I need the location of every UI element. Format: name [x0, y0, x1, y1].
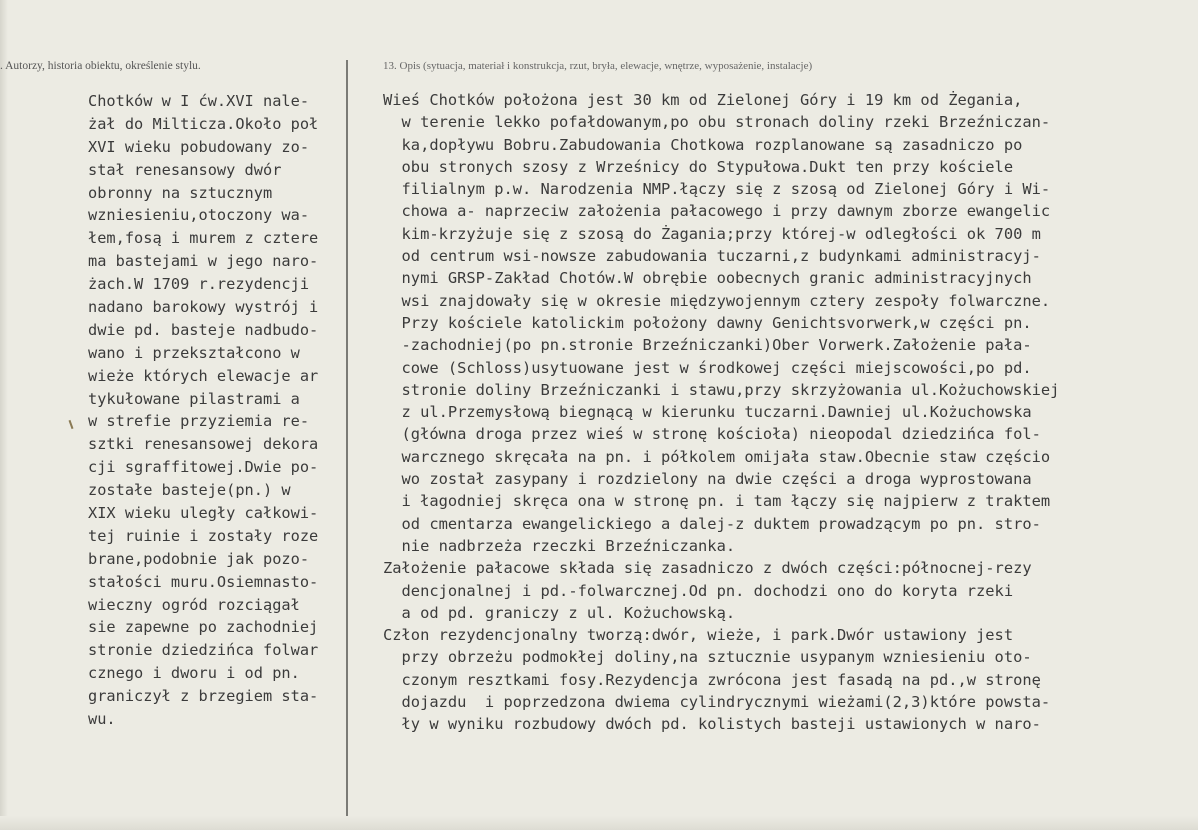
history-text-line: Chotków w I ćw.XVI nale- — [88, 92, 310, 110]
column-divider — [346, 60, 348, 830]
description-text-line: obu stronych szosy z Wrześnicy do Stypułowa.Dukt ten przy kościele — [383, 157, 1014, 176]
history-text-line: XIX wieku uległy całkowi- — [88, 504, 319, 523]
description-text-line: (główna droga przez wieś w stronę kościoła) nieopodal dziedzińca fol- — [383, 425, 1041, 444]
description-text-line: w terenie lekko pofałdowanym,po obu stronach doliny rzeki Brzeźniczan- — [383, 113, 1051, 132]
description-text-line: Człon rezydencjonalny tworzą:dwór, wieże, i park.Dwór ustawiony jest — [383, 626, 1014, 645]
history-text-line: tykułowane pilastrami a — [88, 389, 300, 408]
history-text-line: żach.W 1709 r.rezydencji — [88, 275, 310, 294]
page-bottom-edge — [0, 816, 1198, 830]
description-text-line: Wieś Chotków położona jest 30 km od Zielonej Góry i 19 km od Żegania, — [383, 91, 1023, 109]
history-text-line: ma bastejami w jego naro- — [88, 252, 319, 271]
history-text-line: XVI wieku pobudowany zo- — [88, 137, 310, 156]
description-text-line: dojazdu i poprzedzona dwiema cylindrycznymi wieżami(2,3)które powsta- — [383, 693, 1051, 712]
history-text-line: wieże których elewacje ar — [88, 366, 319, 385]
history-text-line: brane,podobnie jak pozo- — [88, 549, 310, 568]
history-text-line: w strefie przyziemia re- — [88, 412, 310, 431]
margin-mark — [69, 420, 74, 429]
description-text-line: nie nadbrzeża rzeczki Brzeźniczanka. — [383, 536, 736, 555]
description-text-line: filialnym p.w. Narodzenia NMP.łączy się z szosą od Zielonej Góry i Wi- — [383, 180, 1051, 199]
description-text-line: z ul.Przemysłową biegnącą w kierunku tuczarni.Dawniej ul.Kożuchowska — [383, 403, 1032, 422]
description-text-line: ka,dopływu Bobru.Zabudowania Chotkowa rozplanowane są zasadniczo po — [383, 135, 1023, 154]
description-text-line: -zachodniej(po pn.stronie Brzeźniczanki)Ober Vorwerk.Założenie pała- — [383, 336, 1032, 355]
page-edge-shadow — [0, 0, 8, 830]
description-column — [383, 89, 1193, 736]
description-text-line: wsi znajdowały się w okresie międzywojennym cztery zespoły folwarczne. — [383, 291, 1051, 310]
history-text-line: sie zapewne po zachodniej — [88, 618, 319, 637]
history-text-line: wano i przekształcono w — [88, 343, 300, 362]
description-text-line: od cmentarza ewangelickiego a dalej-z duktem prowadzącym po pn. stro- — [383, 514, 1041, 533]
description-text-line: od centrum wsi-nowsze zabudowania tuczarni,z budynkami administracyj- — [383, 247, 1041, 266]
history-text-line: sztki renesansowej dekora — [88, 435, 319, 454]
history-text-line: dwie pd. basteje nadbudo- — [88, 320, 319, 339]
description-text-line: cowe (Schloss)usytuowane jest w środkowej części miejscowości,po pd. — [383, 358, 1032, 377]
history-text-line: cznego i dworu i od pn. — [88, 664, 300, 683]
description-text-line: ły w wyniku rozbudowy dwóch pd. kolistych basteji ustawionych w naro- — [383, 715, 1041, 734]
history-text-line: żał do Milticza.Około poł — [88, 114, 319, 133]
description-text-line: kim-krzyżuje się z szosą do Żagania;przy której-w odległości ok 700 m — [383, 224, 1041, 243]
description-text-line: warcznego skręcała na pn. i półkolem omijała staw.Obecnie staw częścio — [383, 447, 1051, 466]
description-text-line: przy obrzeżu podmokłej doliny,na sztucznie usypanym wzniesieniu oto- — [383, 648, 1032, 667]
history-text-line: stał renesansowy dwór — [88, 160, 282, 179]
description-text-line: Założenie pałacowe składa się zasadniczo z dwóch części:północnej-rezy — [383, 559, 1032, 578]
description-text-line: nymi GRSP-Zakład Chotów.W obrębie oobecnych granic administracyjnych — [383, 269, 1032, 288]
history-text-line: wzniesieniu,otoczony wa- — [88, 206, 310, 225]
description-text-line: dencjonalnej i pd.-folwarcznej.Od pn. dochodzi ono do koryta rzeki — [383, 581, 1014, 600]
description-text-line: czonym resztkami fosy.Rezydencja zwrócona jest fasadą na pd.,w stronę — [383, 670, 1041, 689]
description-text-line: a od pd. graniczy z ul. Kożuchowską. — [383, 603, 736, 622]
history-text-line: tej ruinie i zostały roze — [88, 526, 319, 545]
history-text-line: zostałe basteje(pn.) w — [88, 481, 291, 500]
description-text-line: stronie doliny Brzeźniczanki i stawu,przy skrzyżowania ul.Kożuchowskiej — [383, 380, 1060, 399]
history-text-line: stronie dziedzińca folwar — [88, 641, 319, 660]
description-text-line: i łagodniej skręca ona w stronę pn. i tam łączy się najpierw z traktem — [383, 492, 1051, 511]
history-text-line: stałości muru.Osiemnasto- — [88, 572, 319, 591]
history-text-line: łem,fosą i murem z cztere — [88, 229, 319, 248]
description-text-line: chowa a- naprzeciw założenia pałacowego i przy dawnym zborze ewangelic — [383, 202, 1051, 221]
history-text-line: obronny na sztucznym — [88, 183, 273, 202]
description-text-line: Przy kościele katolickim położony dawny Genichtsvorwerk,w części pn. — [383, 313, 1032, 332]
left-column-heading: . Autorzy, historia obiektu, określenie stylu. — [0, 60, 201, 72]
history-text-line: cji sgraffitowej.Dwie po- — [88, 458, 319, 477]
history-text-line: graniczył z brzegiem sta- — [88, 687, 319, 706]
right-column-heading: 13. Opis (sytuacja, materiał i konstrukcja, rzut, bryła, elewacje, wnętrze, wyposażenie, instalacje) — [383, 60, 813, 72]
history-text-line: nadano barokowy wystrój i — [88, 298, 319, 317]
history-text-line: wieczny ogród rozciągał — [88, 595, 300, 614]
history-text-line: wu. — [88, 710, 116, 729]
history-column — [88, 90, 340, 731]
description-text-line: wo został zasypany i rozdzielony na dwie części a droga wyprostowana — [383, 470, 1032, 489]
